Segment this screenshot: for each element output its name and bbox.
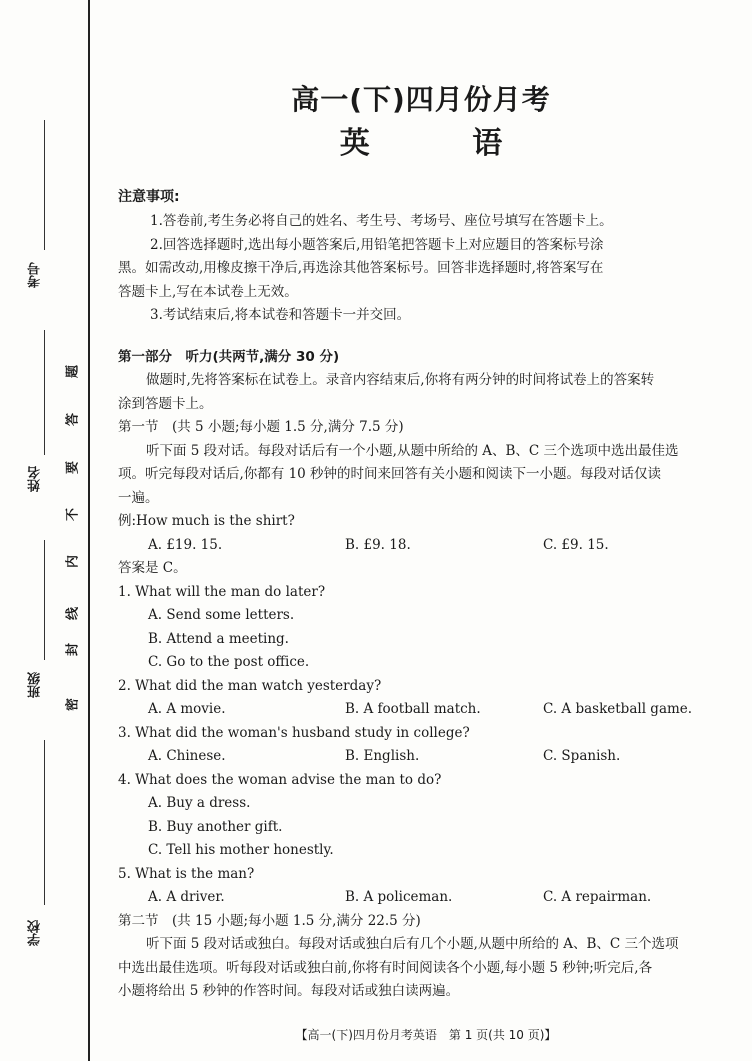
option-a: A. Chinese. [148, 748, 226, 764]
section2-intro: 小题将给出 5 秒钟的作答时间。每段对话或独白读两遍。 [118, 983, 460, 999]
seal-char: 密 [65, 698, 81, 712]
field-label-school: 学校 [28, 920, 43, 946]
option-c: C. Tell his mother honestly. [148, 842, 334, 858]
part1-heading: 第一部分 听力(共两节,满分 30 分) [118, 348, 340, 365]
option-a: A. A driver. [148, 889, 225, 905]
seal-char: 线 [65, 607, 81, 621]
note-line: 3.考试结束后,将本试卷和答题卡一并交回。 [150, 307, 411, 323]
option-b: B. English. [345, 748, 420, 764]
notes-heading: 注意事项: [118, 189, 180, 205]
exam-content [118, 186, 738, 1004]
note-line: 2.回答选择题时,选出每小题答案后,用铅笔把答题卡上对应题目的答案标号涂 [150, 236, 604, 253]
question-5: 5. What is the man? [118, 865, 255, 882]
question-2: 2. What did the man watch yesterday? [118, 677, 382, 694]
option-c: C. A repairman. [543, 889, 652, 905]
section1-heading: 第一节 (共 5 小题;每小题 1.5 分,满分 7.5 分) [118, 419, 404, 435]
seal-char: 答 [65, 413, 81, 427]
option-b: B. £9. 18. [345, 536, 411, 553]
section1-intro: 项。听完每段对话后,你都有 10 秒钟的时间来回答有关小题和阅读下一小题。每段对话仅读 [118, 466, 662, 482]
page-footer: 【高一(下)四月份月考英语 第 1 页(共 10 页)】 [295, 1028, 557, 1042]
question-3-options [118, 745, 738, 769]
exam-title: 高一(下)四月份月考 [291, 83, 551, 116]
note-line: 答题卡上,写在本试卷上无效。 [118, 283, 298, 300]
question-5-options [118, 886, 738, 910]
field-line-school [44, 740, 45, 905]
seal-char: 要 [65, 461, 81, 475]
seal-char: 不 [65, 508, 81, 522]
subject-title: 英 语 [339, 126, 549, 161]
seal-char: 题 [65, 365, 81, 379]
option-c: C. £9. 15. [543, 536, 609, 553]
option-a: A. Send some letters. [148, 607, 295, 623]
seal-char: 封 [65, 643, 81, 657]
example-answer: 答案是 C。 [118, 560, 187, 576]
question-4: 4. What does the woman advise the man to do? [118, 771, 442, 788]
field-label-class: 班级 [28, 672, 43, 698]
question-1: 1. What will the man do later? [118, 583, 326, 600]
option-c: C. Go to the post office. [148, 654, 310, 670]
field-label-exam-no: 考号 [28, 262, 43, 288]
section2-heading: 第二节 (共 15 小题;每小题 1.5 分,满分 22.5 分) [118, 912, 421, 929]
section2-intro: 听下面 5 段对话或独白。每段对话或独白后有几个小题,从题中所给的 A、B、C 三个选项 [146, 936, 679, 952]
field-label-name: 姓名 [28, 466, 43, 492]
option-b: B. A policeman. [345, 889, 453, 905]
option-b: B. A football match. [345, 701, 481, 717]
section1-intro: 一遍。 [118, 489, 159, 506]
option-b: B. Attend a meeting. [148, 630, 289, 647]
part1-intro: 做题时,先将答案标在试卷上。录音内容结束后,你将有两分钟的时间将试卷上的答案转 [146, 372, 655, 388]
note-line: 1.答卷前,考生务必将自己的姓名、考生号、考场号、座位号填写在答题卡上。 [150, 213, 613, 229]
option-a: A. £19. 15. [148, 536, 223, 553]
option-a: A. A movie. [148, 701, 226, 717]
option-c: C. A basketball game. [543, 701, 693, 717]
note-line: 黑。如需改动,用橡皮擦干净后,再选涂其他答案标号。回答非选择题时,将答案写在 [118, 260, 604, 276]
section1-intro: 听下面 5 段对话。每段对话后有一个小题,从题中所给的 A、B、C 三个选项中选出最佳选 [146, 442, 679, 459]
question-2-options [118, 698, 738, 722]
seal-char: 内 [65, 555, 81, 569]
question-3: 3. What did the woman's husband study in college? [118, 724, 470, 741]
field-line-class [44, 540, 45, 660]
option-a: A. Buy a dress. [148, 795, 251, 811]
option-c: C. Spanish. [543, 748, 621, 764]
field-line-name [44, 330, 45, 455]
option-b: B. Buy another gift. [148, 818, 283, 835]
example-question: 例:How much is the shirt? [118, 513, 295, 529]
example-options [118, 534, 738, 558]
section2-intro: 中选出最佳选项。听每段对话或独白前,你将有时间阅读各个小题,每小题 5 秒钟;听完后,各 [118, 959, 653, 976]
part1-intro: 涂到答题卡上。 [118, 395, 213, 412]
